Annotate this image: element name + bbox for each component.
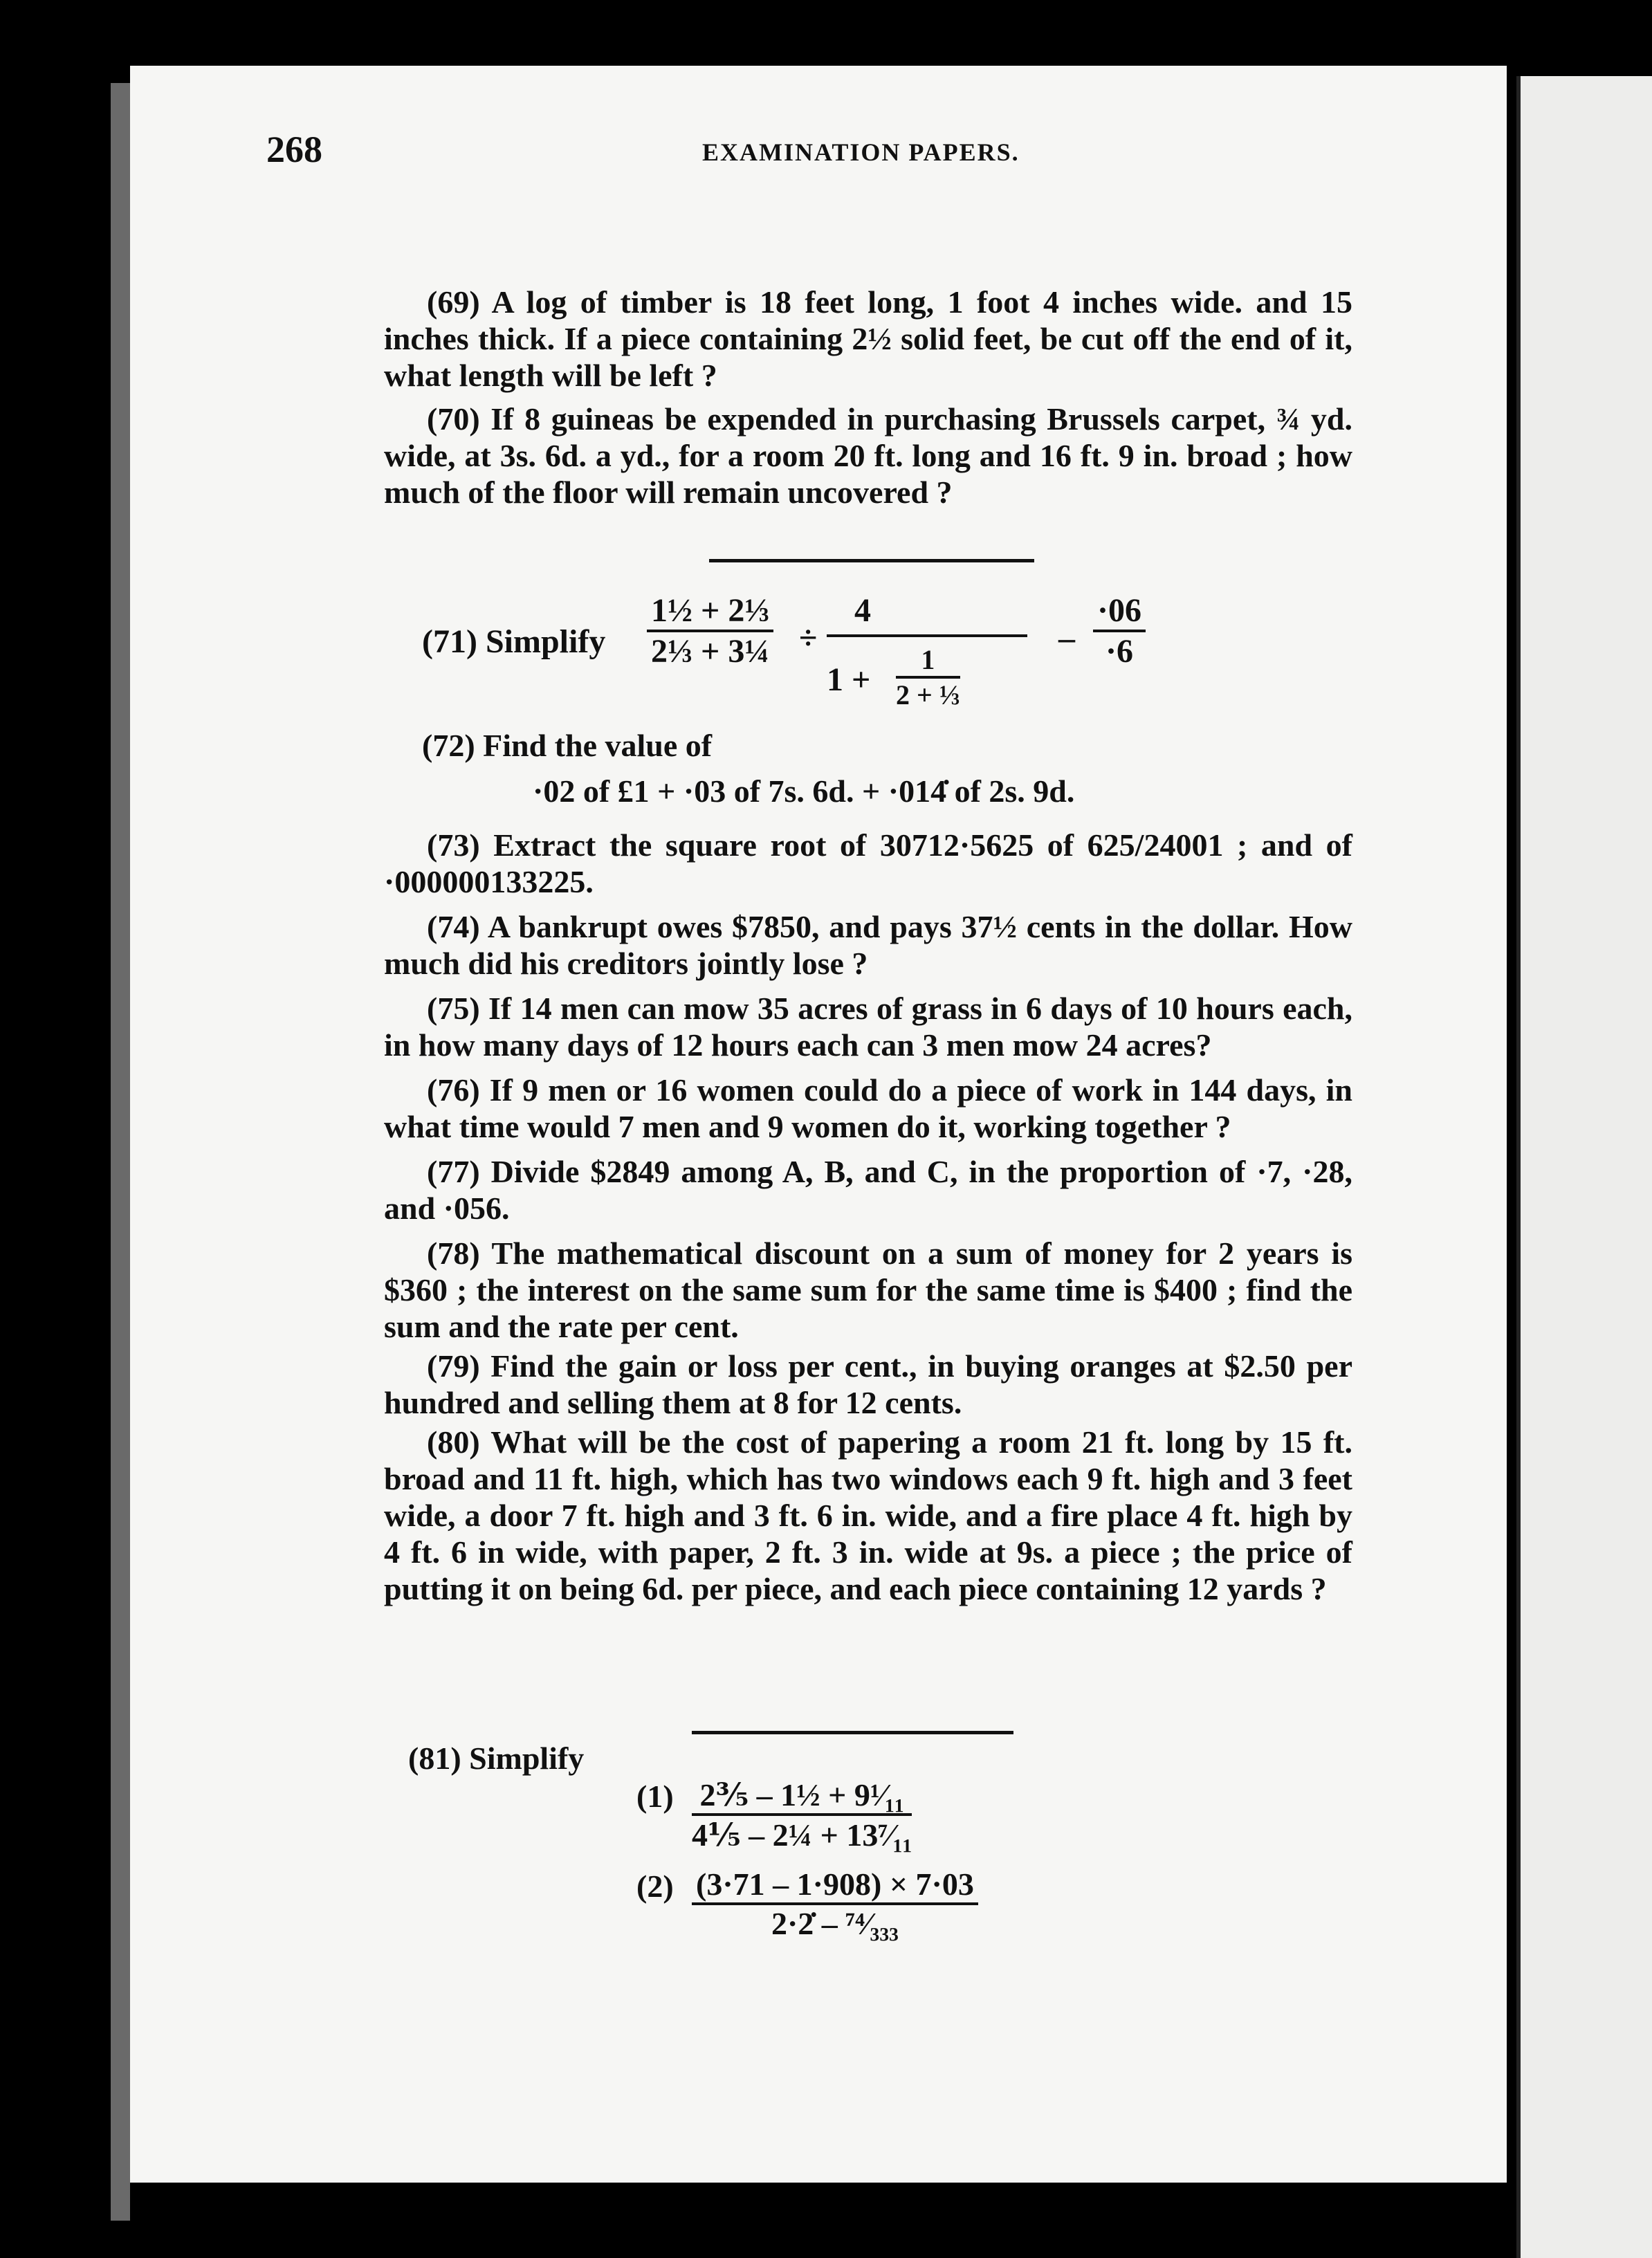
fraction-3-numerator: ·06 (1093, 591, 1146, 632)
problem-74: (74) A bankrupt owes $7850, and pays 37½ cents in the dollar. How much did his creditors jointly lose ? (384, 909, 1352, 981)
inner-numerator: 1 (896, 643, 960, 679)
problems-69-70 (384, 284, 1352, 511)
problem-72 (422, 726, 1321, 811)
fraction-1-numerator: 1½ + 2⅓ (647, 591, 773, 632)
problem-81 (408, 1733, 1307, 1996)
part-1-numerator: 2⅗ – 1½ + 9¹⁄₁₁ (692, 1776, 912, 1816)
part-1-fraction (692, 1776, 912, 1853)
fraction-2-inner-fraction (896, 643, 960, 711)
part-1-label: (1) (636, 1779, 674, 1814)
problem-81-label: (81) Simplify (408, 1741, 585, 1776)
section-divider (709, 559, 1034, 562)
problem-71-fraction-3 (1093, 591, 1146, 670)
problem-70: (70) If 8 guineas be expended in purchasing Brussels carpet, ¾ yd. wide, at 3s. 6d. a yd., for a room 20 ft. long and 16 ft. 9 in. broad ; how much of the floor will remain uncovered ? (384, 401, 1352, 510)
problems-73-80 (384, 827, 1352, 1607)
minus-sign: – (1058, 620, 1075, 657)
problem-79: (79) Find the gain or loss per cent., in buying oranges at $2.50 per hundred and selling them at 8 for 12 cents. (384, 1348, 1352, 1420)
problem-76: (76) If 9 men or 16 women could do a piece of work in 144 days, in what time would 7 men and 9 women do it, working together ? (384, 1072, 1352, 1144)
fraction-3-denominator: ·6 (1105, 633, 1134, 670)
book-spine (111, 83, 130, 2221)
page-header (266, 128, 1346, 183)
part-1-denominator: 4⅕ – 2¼ + 13⁷⁄₁₁ (692, 1817, 912, 1853)
problem-69: (69) A log of timber is 18 feet long, 1 foot 4 inches wide. and 15 inches thick. If a piece containing 2½ solid feet, be cut off the end of it, what length will be left ? (384, 284, 1352, 393)
part-2-fraction (692, 1866, 978, 1942)
problem-72-expression: ·02 of £1 + ·03 of 7s. 6d. + ·014̇ of 2s. 9d. (533, 773, 1075, 809)
problem-71-label: (71) Simplify (422, 623, 606, 660)
inner-denominator: 2 + ⅓ (896, 679, 960, 710)
fraction-2-numerator: 4 (854, 592, 871, 629)
adjacent-page-edge (1516, 76, 1652, 2258)
part-2-numerator: (3·71 – 1·908) × 7·03 (692, 1866, 978, 1905)
fraction-2-bar (827, 634, 1027, 637)
problem-72-label: (72) Find the value of (422, 728, 713, 763)
problem-73: (73) Extract the square root of 30712·5625 of 625/24001 ; and of ·000000133225. (384, 827, 1352, 899)
division-sign: ÷ (799, 620, 818, 657)
running-head: EXAMINATION PAPERS. (702, 138, 1020, 166)
problem-77: (77) Divide $2849 among A, B, and C, in the proportion of ·7, ·28, and ·056. (384, 1154, 1352, 1226)
part-2-label: (2) (636, 1869, 674, 1904)
page-number: 268 (266, 129, 322, 170)
problem-80: (80) What will be the cost of papering a room 21 ft. long by 15 ft. broad and 11 ft. high, which has two windows each 9 ft. high and 3 feet wide, a door 7 ft. high and 3 ft. 6 in. wide, and a fire place 4 ft. high by 4 ft. 6 in wide, with paper, 2 ft. 3 in. wide at 9s. a piece ; the price of putting it on being 6d. per piece, and each piece containing 12 yards ? (384, 1424, 1352, 1606)
part-2-denominator: 2·2̇ – ⁷⁴⁄₃₃₃ (771, 1906, 899, 1941)
problem-75: (75) If 14 men can mow 35 acres of grass in 6 days of 10 hours each, in how many days of 12 hours each can 3 men mow 24 acres? (384, 991, 1352, 1063)
fraction-2-denominator-prefix: 1 + (827, 661, 871, 698)
fraction-1-denominator: 2⅓ + 3¼ (651, 633, 770, 670)
problem-71-fraction-1 (647, 591, 773, 670)
problem-78: (78) The mathematical discount on a sum of money for 2 years is $360 ; the interest on the same sum for the same time is $400 ; find the sum and the rate per cent. (384, 1236, 1352, 1344)
